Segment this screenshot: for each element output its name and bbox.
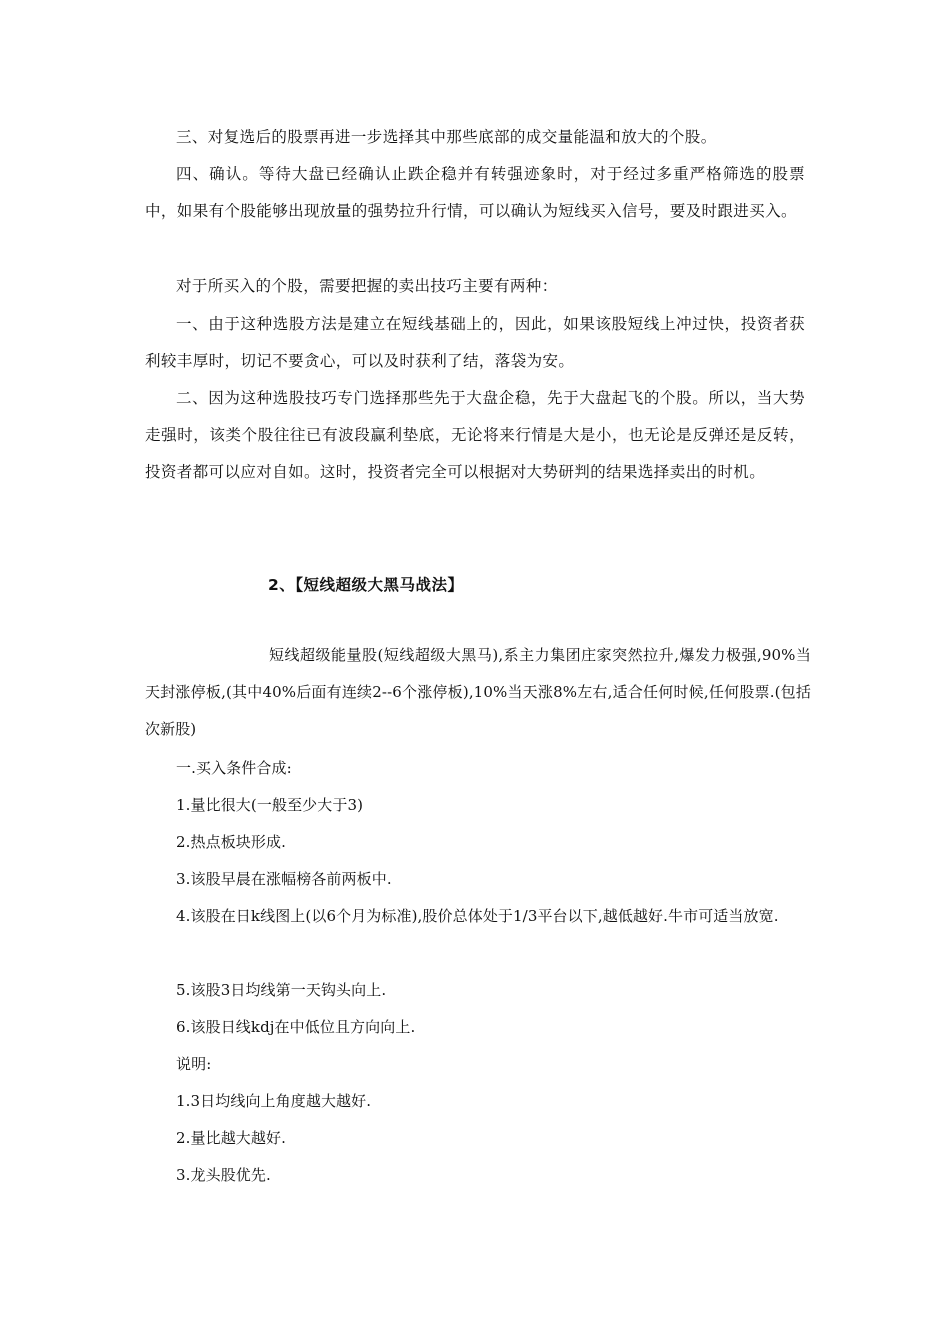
note-item-3: 3.龙头股优先. xyxy=(176,1166,271,1184)
condition-item-6: 6.该股日线kdj在中低位且方向向上. xyxy=(176,1018,416,1036)
paragraph-sell-two: 二、因为这种选股技巧专门选择那些先于大盘企稳，先于大盘起飞的个股。所以，当大势走强时，该类个股往往已有波段赢利垫底，无论将来行情是大是小，也无论是反弹还是反转，投资者都可以应对自如。这时，投资者完全可以根据对大势研判的结果选择卖出的时机。 xyxy=(145,389,805,481)
condition-item-3: 3.该股早晨在涨幅榜各前两板中. xyxy=(176,870,392,888)
paragraph-black-horse-intro: 短线超级能量股(短线超级大黑马),系主力集团庄家突然拉升,爆发力极强,90%当天封涨停板,(其中40%后面有连续2--6个涨停板),10%当天涨8%左右,适合任何时候,任何股票.(包括次新股) xyxy=(145,646,811,738)
paragraph-sell-intro: 对于所买入的个股，需要把握的卖出技巧主要有两种： xyxy=(176,277,558,295)
note-item-2: 2.量比越大越好. xyxy=(176,1129,286,1147)
condition-item-1: 1.量比很大(一般至少大于3) xyxy=(176,796,364,814)
section-heading: 2、【短线超级大黑马战法】 xyxy=(268,576,464,594)
paragraph-sell-one: 一、由于这种选股方法是建立在短线基础上的，因此，如果该股短线上冲过快，投资者获利较丰厚时，切记不要贪心，可以及时获利了结，落袋为安。 xyxy=(145,315,805,370)
condition-item-5: 5.该股3日均线第一天钩头向上. xyxy=(176,981,387,999)
paragraph-step-three: 三、对复选后的股票再进一步选择其中那些底部的成交量能温和放大的个股。 xyxy=(176,128,717,146)
notes-title: 说明: xyxy=(176,1055,212,1073)
paragraph-step-four: 四、确认。等待大盘已经确认止跌企稳并有转强迹象时，对于经过多重严格筛选的股票中，如果有个股能够出现放量的强势拉升行情，可以确认为短线买入信号，要及时跟进买入。 xyxy=(145,165,805,220)
condition-item-4: 4.该股在日k线图上(以6个月为标准),股价总体处于1/3平台以下,越低越好.牛市可适当放宽. xyxy=(176,907,779,925)
buy-conditions-title: 一.买入条件合成: xyxy=(176,759,292,777)
note-item-1: 1.3日均线向上角度越大越好. xyxy=(176,1092,372,1110)
condition-item-2: 2.热点板块形成. xyxy=(176,833,286,851)
